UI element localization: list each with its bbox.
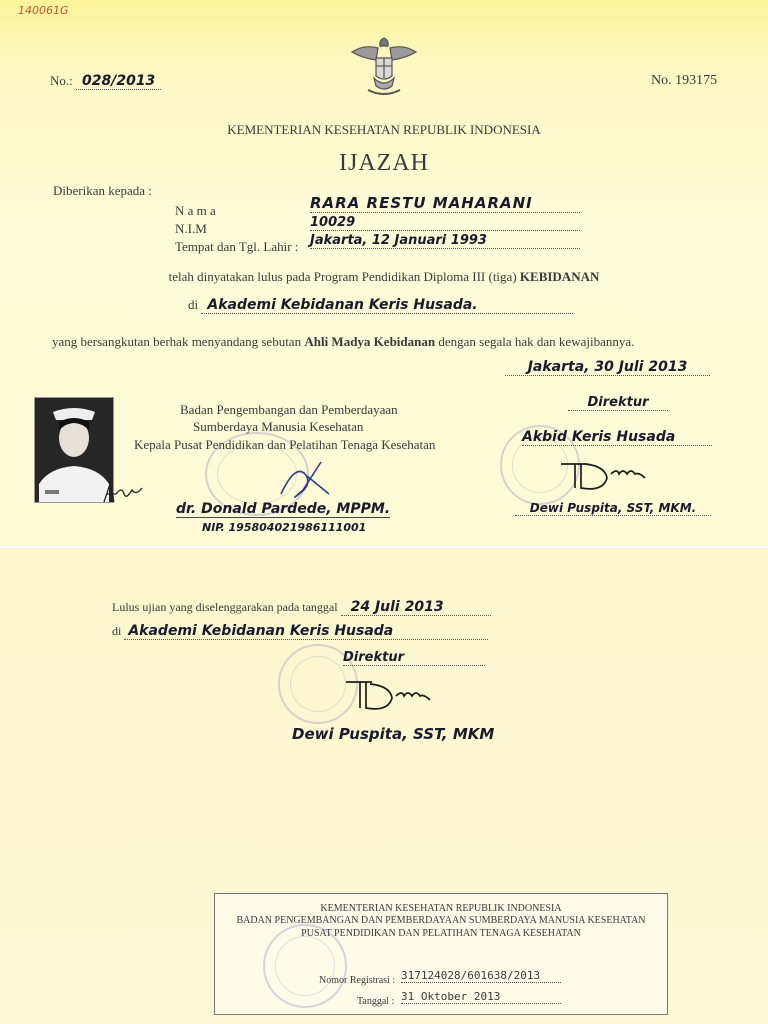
exam-date: 24 Juli 2013	[341, 599, 491, 616]
institution-line	[188, 297, 573, 314]
ministry-heading: KEMENTERIAN KESEHATAN REPUBLIK INDONESIA	[227, 122, 541, 137]
right-signature	[555, 458, 655, 498]
passed-statement-prefix: telah dinyatakan lulus pada Program Pendidikan Diploma III (tiga)	[168, 269, 517, 284]
serial-left	[50, 73, 161, 89]
reg-number-label: Nomor Registrasi :	[319, 975, 396, 986]
back-role: Direktur	[343, 650, 485, 666]
reg-date-value: 31 Oktober 2013	[401, 990, 561, 1004]
reg-date-label: Tanggal :	[357, 996, 395, 1007]
field-birth-label: Tempat dan Tgl. Lahir :	[175, 239, 299, 254]
back-signature	[340, 676, 440, 720]
serial-left-label: No.:	[50, 73, 73, 88]
left-signatory-name: dr. Donald Pardede, MPPM.	[176, 501, 391, 517]
passed-statement-program: KEBIDANAN	[519, 269, 600, 284]
issue-place-date: Jakarta, 30 Juli 2013	[505, 359, 710, 376]
stamp-line-3: PUSAT PENDIDIKAN DAN PELATIHAN TENAGA KESEHATAN	[301, 928, 581, 939]
field-nim-label: N.I.M	[175, 221, 207, 236]
institution-name: Akademi Kebidanan Keris Husada.	[201, 297, 573, 314]
entitled-title: Ahli Madya Kebidanan	[304, 334, 436, 349]
archive-code: 140061G	[18, 4, 69, 17]
institution-prefix: di	[188, 297, 199, 312]
diploma-back-page	[0, 548, 768, 1024]
registration-stamp	[214, 893, 668, 1015]
entitled-statement	[52, 334, 634, 350]
entitled-suffix: dengan segala hak dan kewajibannya.	[438, 334, 635, 349]
left-signatory-line-1: Badan Pengembangan dan Pemberdayaan	[180, 402, 398, 417]
graduate-signature	[100, 478, 146, 508]
right-signatory-org: Akbid Keris Husada	[522, 429, 712, 446]
document-title: IJAZAH	[339, 150, 429, 176]
field-birth-value: Jakarta, 12 Januari 1993	[310, 233, 580, 249]
serial-left-value: 028/2013	[76, 73, 161, 90]
back-name: Dewi Puspita, SST, MKM	[292, 725, 495, 743]
reg-number-value: 317124028/601638/2013	[401, 969, 561, 983]
given-to-label: Diberikan kepada :	[53, 183, 152, 198]
entitled-prefix: yang bersangkutan berhak menyandang sebutan	[52, 334, 302, 349]
left-signatory-line-2: Sumberdaya Manusia Kesehatan	[193, 419, 364, 434]
left-signature	[275, 450, 335, 506]
exam-line	[112, 599, 491, 616]
stamp-line-1: KEMENTERIAN KESEHATAN REPUBLIK INDONESIA	[320, 903, 562, 914]
left-signatory-nip: NIP. 195804021986111001	[202, 521, 367, 534]
field-name-value: RARA RESTU MAHARANI	[310, 194, 580, 213]
exam-prefix: Lulus ujian yang diselenggarakan pada tanggal	[112, 600, 338, 614]
left-signatory-line-3: Kepala Pusat Pendidikan dan Pelatihan Tenaga Kesehatan	[134, 437, 436, 452]
right-signatory-role: Direktur	[568, 395, 668, 411]
garuda-emblem	[348, 32, 420, 102]
field-name-label: N a m a	[175, 203, 216, 218]
stamp-line-2: BADAN PENGEMBANGAN DAN PEMBERDAYAAN SUMBERDAYA MANUSIA KESEHATAN	[236, 915, 646, 926]
passed-statement	[0, 269, 768, 285]
back-location: Akademi Kebidanan Keris Husada	[124, 623, 488, 640]
right-signatory-name: Dewi Puspita, SST, MKM.	[515, 501, 711, 516]
field-nim-value: 10029	[310, 215, 580, 231]
back-location-line	[112, 623, 488, 640]
serial-right: No. 193175	[651, 73, 718, 88]
back-location-prefix: di	[112, 624, 122, 638]
